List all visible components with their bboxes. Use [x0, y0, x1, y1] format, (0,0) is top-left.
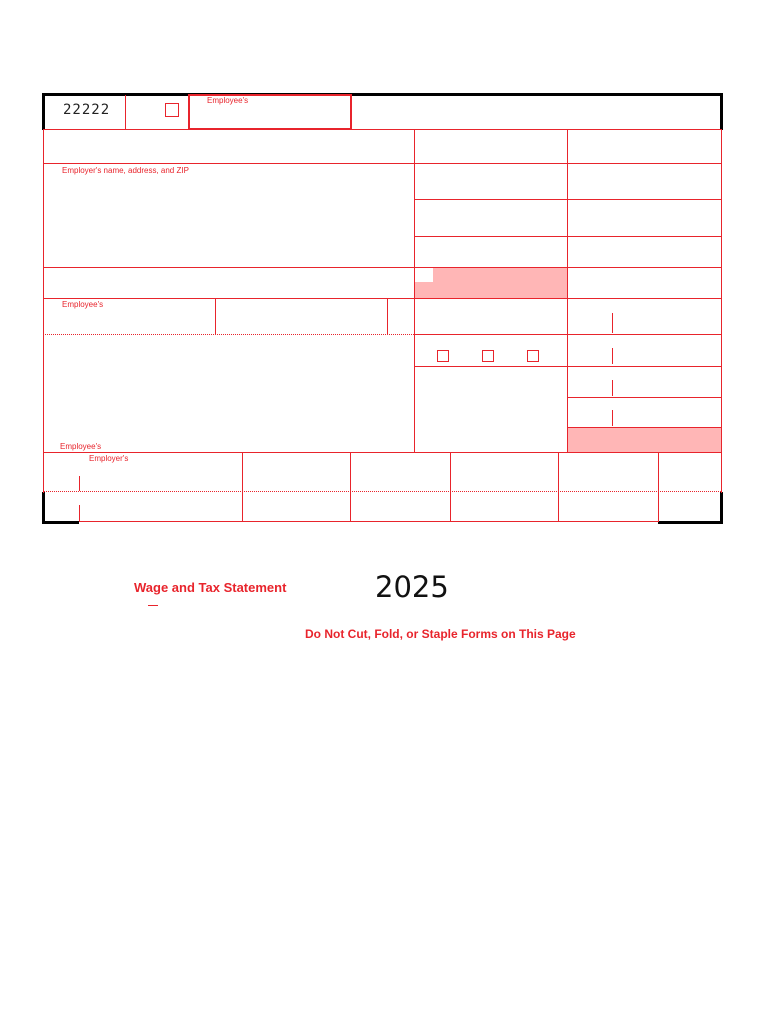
- control-code-divider: [125, 95, 126, 129]
- title-dash: [148, 605, 158, 606]
- state-tick-top: [79, 476, 80, 491]
- tick-12b: [612, 348, 613, 364]
- row-line-left-4: [43, 298, 414, 299]
- tick-12a: [612, 313, 613, 333]
- right-top-border: [720, 93, 723, 130]
- form-title: Wage and Tax Statement: [134, 580, 287, 595]
- box-a-label: Employee's: [207, 96, 249, 105]
- form-left-edge: [43, 129, 44, 493]
- right-row-8: [567, 397, 721, 398]
- right-row-2: [414, 199, 721, 200]
- right-row-3: [414, 236, 721, 237]
- state-tick-bottom: [79, 505, 80, 521]
- row-line-left-5: [43, 334, 414, 335]
- right-row-5: [414, 298, 721, 299]
- employer-name-label: Employer's name, address, and ZIP: [62, 166, 189, 175]
- employer-state-id-label: Employer's: [89, 454, 129, 463]
- retirement-plan-checkbox[interactable]: [482, 350, 494, 362]
- do-not-cut-notice: Do Not Cut, Fold, or Staple Forms on This Page: [305, 627, 576, 641]
- right-column-divider: [567, 129, 568, 452]
- employee-address-label: Employee's: [60, 442, 102, 451]
- right-row-1: [414, 163, 721, 164]
- left-bottom-corner-base: [42, 521, 79, 524]
- right-row-6: [414, 334, 721, 335]
- employee-name-label: Employee's: [62, 300, 104, 309]
- left-top-border: [42, 93, 45, 130]
- state-dotted-line: [43, 491, 721, 492]
- employee-name-divider-1: [215, 298, 216, 334]
- row-line-left-3: [43, 267, 414, 268]
- state-divider-5: [658, 452, 659, 522]
- row-line-full-6: [43, 452, 721, 453]
- form-year: 2025: [375, 570, 449, 604]
- state-divider-4: [558, 452, 559, 522]
- shaded-cell-box-9: [415, 268, 567, 298]
- third-party-sick-pay-checkbox[interactable]: [527, 350, 539, 362]
- tick-12c: [612, 380, 613, 396]
- state-divider-3: [450, 452, 451, 522]
- state-divider-1: [242, 452, 243, 522]
- employee-name-divider-2: [387, 298, 388, 334]
- left-bottom-corner: [42, 492, 45, 524]
- form-right-edge: [721, 129, 722, 493]
- shaded-cell-box-12: [568, 428, 721, 452]
- shaded-cell-notch: [415, 268, 433, 282]
- right-bottom-corner: [720, 492, 723, 524]
- tick-12d: [612, 410, 613, 426]
- top-border: [42, 93, 723, 96]
- right-bottom-corner-base: [658, 521, 723, 524]
- right-row-7: [414, 366, 721, 367]
- row-line-left-2: [43, 163, 414, 164]
- row-line-1: [43, 129, 721, 130]
- void-checkbox[interactable]: [165, 103, 179, 117]
- control-code: 22222: [63, 102, 111, 118]
- statutory-employee-checkbox[interactable]: [437, 350, 449, 362]
- state-divider-2: [350, 452, 351, 522]
- row-line-bottom: [79, 521, 658, 522]
